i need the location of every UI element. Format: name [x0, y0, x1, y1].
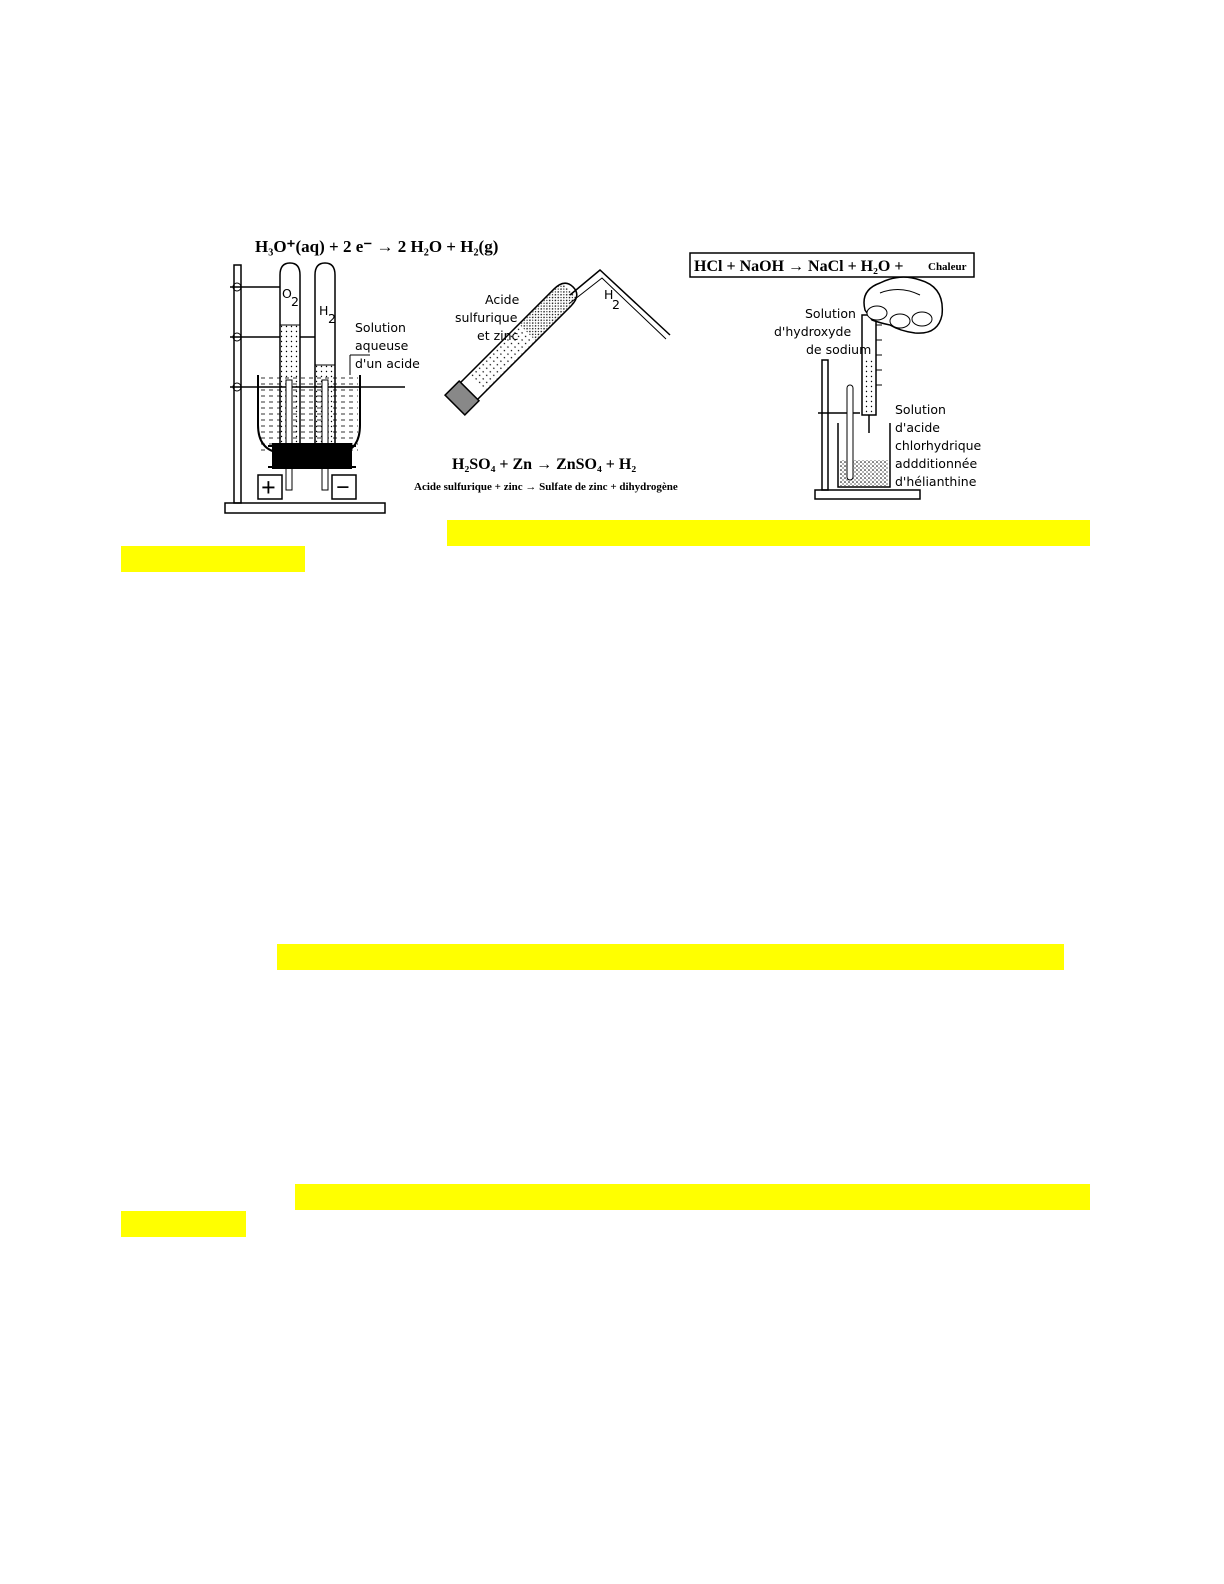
zinc-reaction-apparatus: [414, 270, 678, 493]
tube-o-label: O: [282, 286, 292, 301]
base-label-1: Solution: [805, 306, 856, 321]
reagent-label-3: et zinc: [477, 328, 519, 343]
tube-h-sub: 2: [328, 311, 336, 326]
reagent-label-2: sulfurique: [455, 310, 518, 325]
neutralization-apparatus: [690, 253, 982, 499]
chemistry-figure: [220, 225, 1010, 520]
electrolysis-equation: H₃O⁺(aq) + 2 e⁻ → 2 H₂O + H₂(g): [255, 237, 499, 256]
highlight-bar: [447, 520, 1090, 546]
figure-svg: [220, 225, 1010, 520]
highlight-bar: [121, 546, 305, 572]
highlight-bar: [277, 944, 1064, 970]
reagent-label-1: Acide: [485, 292, 520, 307]
neutralization-heat: Chaleur: [928, 261, 967, 273]
acid-label-1: Solution: [895, 402, 946, 417]
solution-label-1: Solution: [355, 320, 406, 335]
acid-label-4: addditionnée: [895, 456, 978, 471]
acid-label-3: chlorhydrique: [895, 438, 982, 453]
neutralization-equation: HCl + NaOH → NaCl + H₂O +: [694, 258, 904, 275]
base-label-2: d'hydroxyde: [774, 324, 852, 339]
minus-terminal: −: [336, 475, 350, 501]
tube-o-sub: 2: [291, 294, 299, 309]
solution-label-2: aqueuse: [355, 338, 409, 353]
acid-label-2: d'acide: [895, 420, 941, 435]
highlight-bar: [121, 1211, 246, 1237]
tube-h-label: H: [319, 303, 329, 318]
acid-label-5: d'hélianthine: [895, 474, 977, 489]
zinc-equation: H₂SO₄ + Zn → ZnSO₄ + H₂: [452, 456, 637, 473]
gas-h-sub: 2: [612, 297, 620, 312]
plus-terminal: +: [261, 473, 276, 502]
zinc-word-equation: Acide sulfurique + zinc → Sulfate de zinc + dihydrogène: [414, 481, 678, 493]
highlight-bar: [295, 1184, 1090, 1210]
solution-label-3: d'un acide: [355, 356, 420, 371]
gas-h-label: H: [604, 287, 614, 302]
base-label-3: de sodium: [806, 342, 872, 357]
